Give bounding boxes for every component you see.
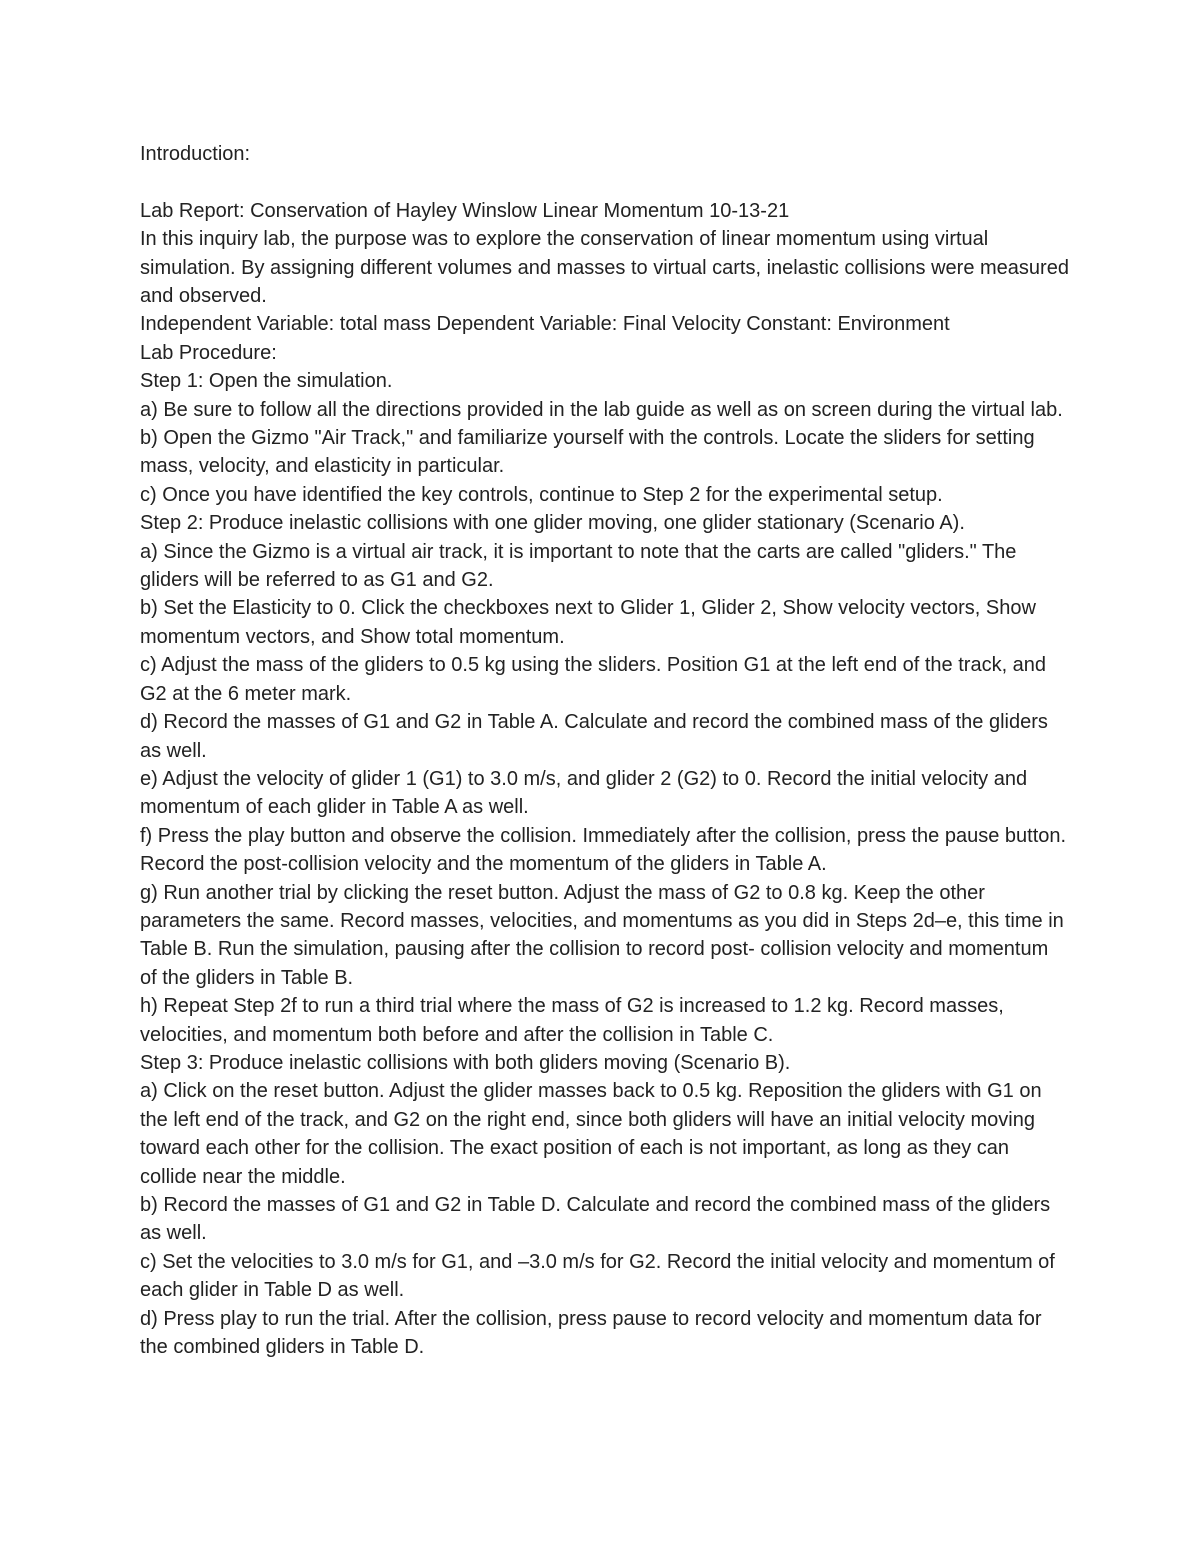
procedure-heading: Lab Procedure: (140, 341, 277, 364)
step-2g: g) Run another trial by clicking the reset button. Adjust the mass of G2 to 0.8 kg. Keep the other parameters the same. Record masses, velocities, and momentums as you did in Steps 2d–e, this time in Table B. Run the simulation, pausing after the collision to record post- collision velocity and momentum of the gliders in Table B. (140, 881, 1064, 989)
step-2f: f) Press the play button and observe the collision. Immediately after the collision, press the pause button. Record the post-collision velocity and the momentum of the gliders in Table A. (140, 824, 1067, 876)
step-2e: e) Adjust the velocity of glider 1 (G1) to 3.0 m/s, and glider 2 (G2) to 0. Record the initial velocity and momentum of each glider in Table A as well. (140, 767, 1028, 819)
step-1-heading: Step 1: Open the simulation. (140, 370, 393, 393)
step-2d: d) Record the masses of G1 and G2 in Table A. Calculate and record the combined mass of the gliders as well. (140, 711, 1048, 762)
step-1a: a) Be sure to follow all the directions provided in the lab guide as well as on screen during the virtual lab. (140, 398, 1063, 421)
variables-line: Independent Variable: total mass Dependent Variable: Final Velocity Constant: Environment (140, 313, 950, 336)
step-3c: c) Set the velocities to 3.0 m/s for G1, and –3.0 m/s for G2. Record the initial velocity and momentum of each glider in Table D as well. (140, 1250, 1055, 1302)
step-3-heading: Step 3: Produce inelastic collisions with both gliders moving (Scenario B). (140, 1051, 791, 1074)
purpose-paragraph: In this inquiry lab, the purpose was to explore the conservation of linear momentum using virtual simulation. By assigning different volumes and masses to virtual carts, inelastic collisions were measured and observed. (140, 228, 1069, 308)
document-body (140, 140, 1070, 1361)
step-1c: c) Once you have identified the key controls, continue to Step 2 for the experimental setup. (140, 483, 943, 506)
step-3b: b) Record the masses of G1 and G2 in Table D. Calculate and record the combined mass of the gliders as well. (140, 1194, 1051, 1245)
step-3a: a) Click on the reset button. Adjust the glider masses back to 0.5 kg. Reposition the gliders with G1 on the left end of the track, and G2 on the right end, since both gliders will have an initial velocity moving toward each other for the collision. The exact position of each is not important, as long as they can collide near the middle. (140, 1080, 1042, 1188)
step-2h: h) Repeat Step 2f to run a third trial where the mass of G2 is increased to 1.2 kg. Record masses, velocities, and momentum both before and after the collision in Table C. (140, 995, 1004, 1046)
step-2b: b) Set the Elasticity to 0. Click the checkboxes next to Glider 1, Glider 2, Show velocity vectors, Show momentum vectors, and Show total momentum. (140, 597, 1036, 648)
blank-line (140, 168, 1070, 196)
step-2c: c) Adjust the mass of the gliders to 0.5 kg using the sliders. Position G1 at the left end of the track, and G2 at the 6 meter mark. (140, 654, 1047, 705)
step-2a: a) Since the Gizmo is a virtual air track, it is important to note that the carts are called "gliders." The gliders will be referred to as G1 and G2. (140, 540, 1017, 592)
report-title-line: Lab Report: Conservation of Hayley Winslow Linear Momentum 10-13-21 (140, 199, 790, 222)
step-3d: d) Press play to run the trial. After the collision, press pause to record velocity and momentum data for the combined gliders in Table D. (140, 1307, 1042, 1359)
step-2-heading: Step 2: Produce inelastic collisions with one glider moving, one glider stationary (Scenario A). (140, 512, 965, 535)
section-heading: Introduction: (140, 143, 251, 165)
step-1b: b) Open the Gizmo "Air Track," and familiarize yourself with the controls. Locate the sliders for setting mass, velocity, and elasticity in particular. (140, 427, 1035, 478)
